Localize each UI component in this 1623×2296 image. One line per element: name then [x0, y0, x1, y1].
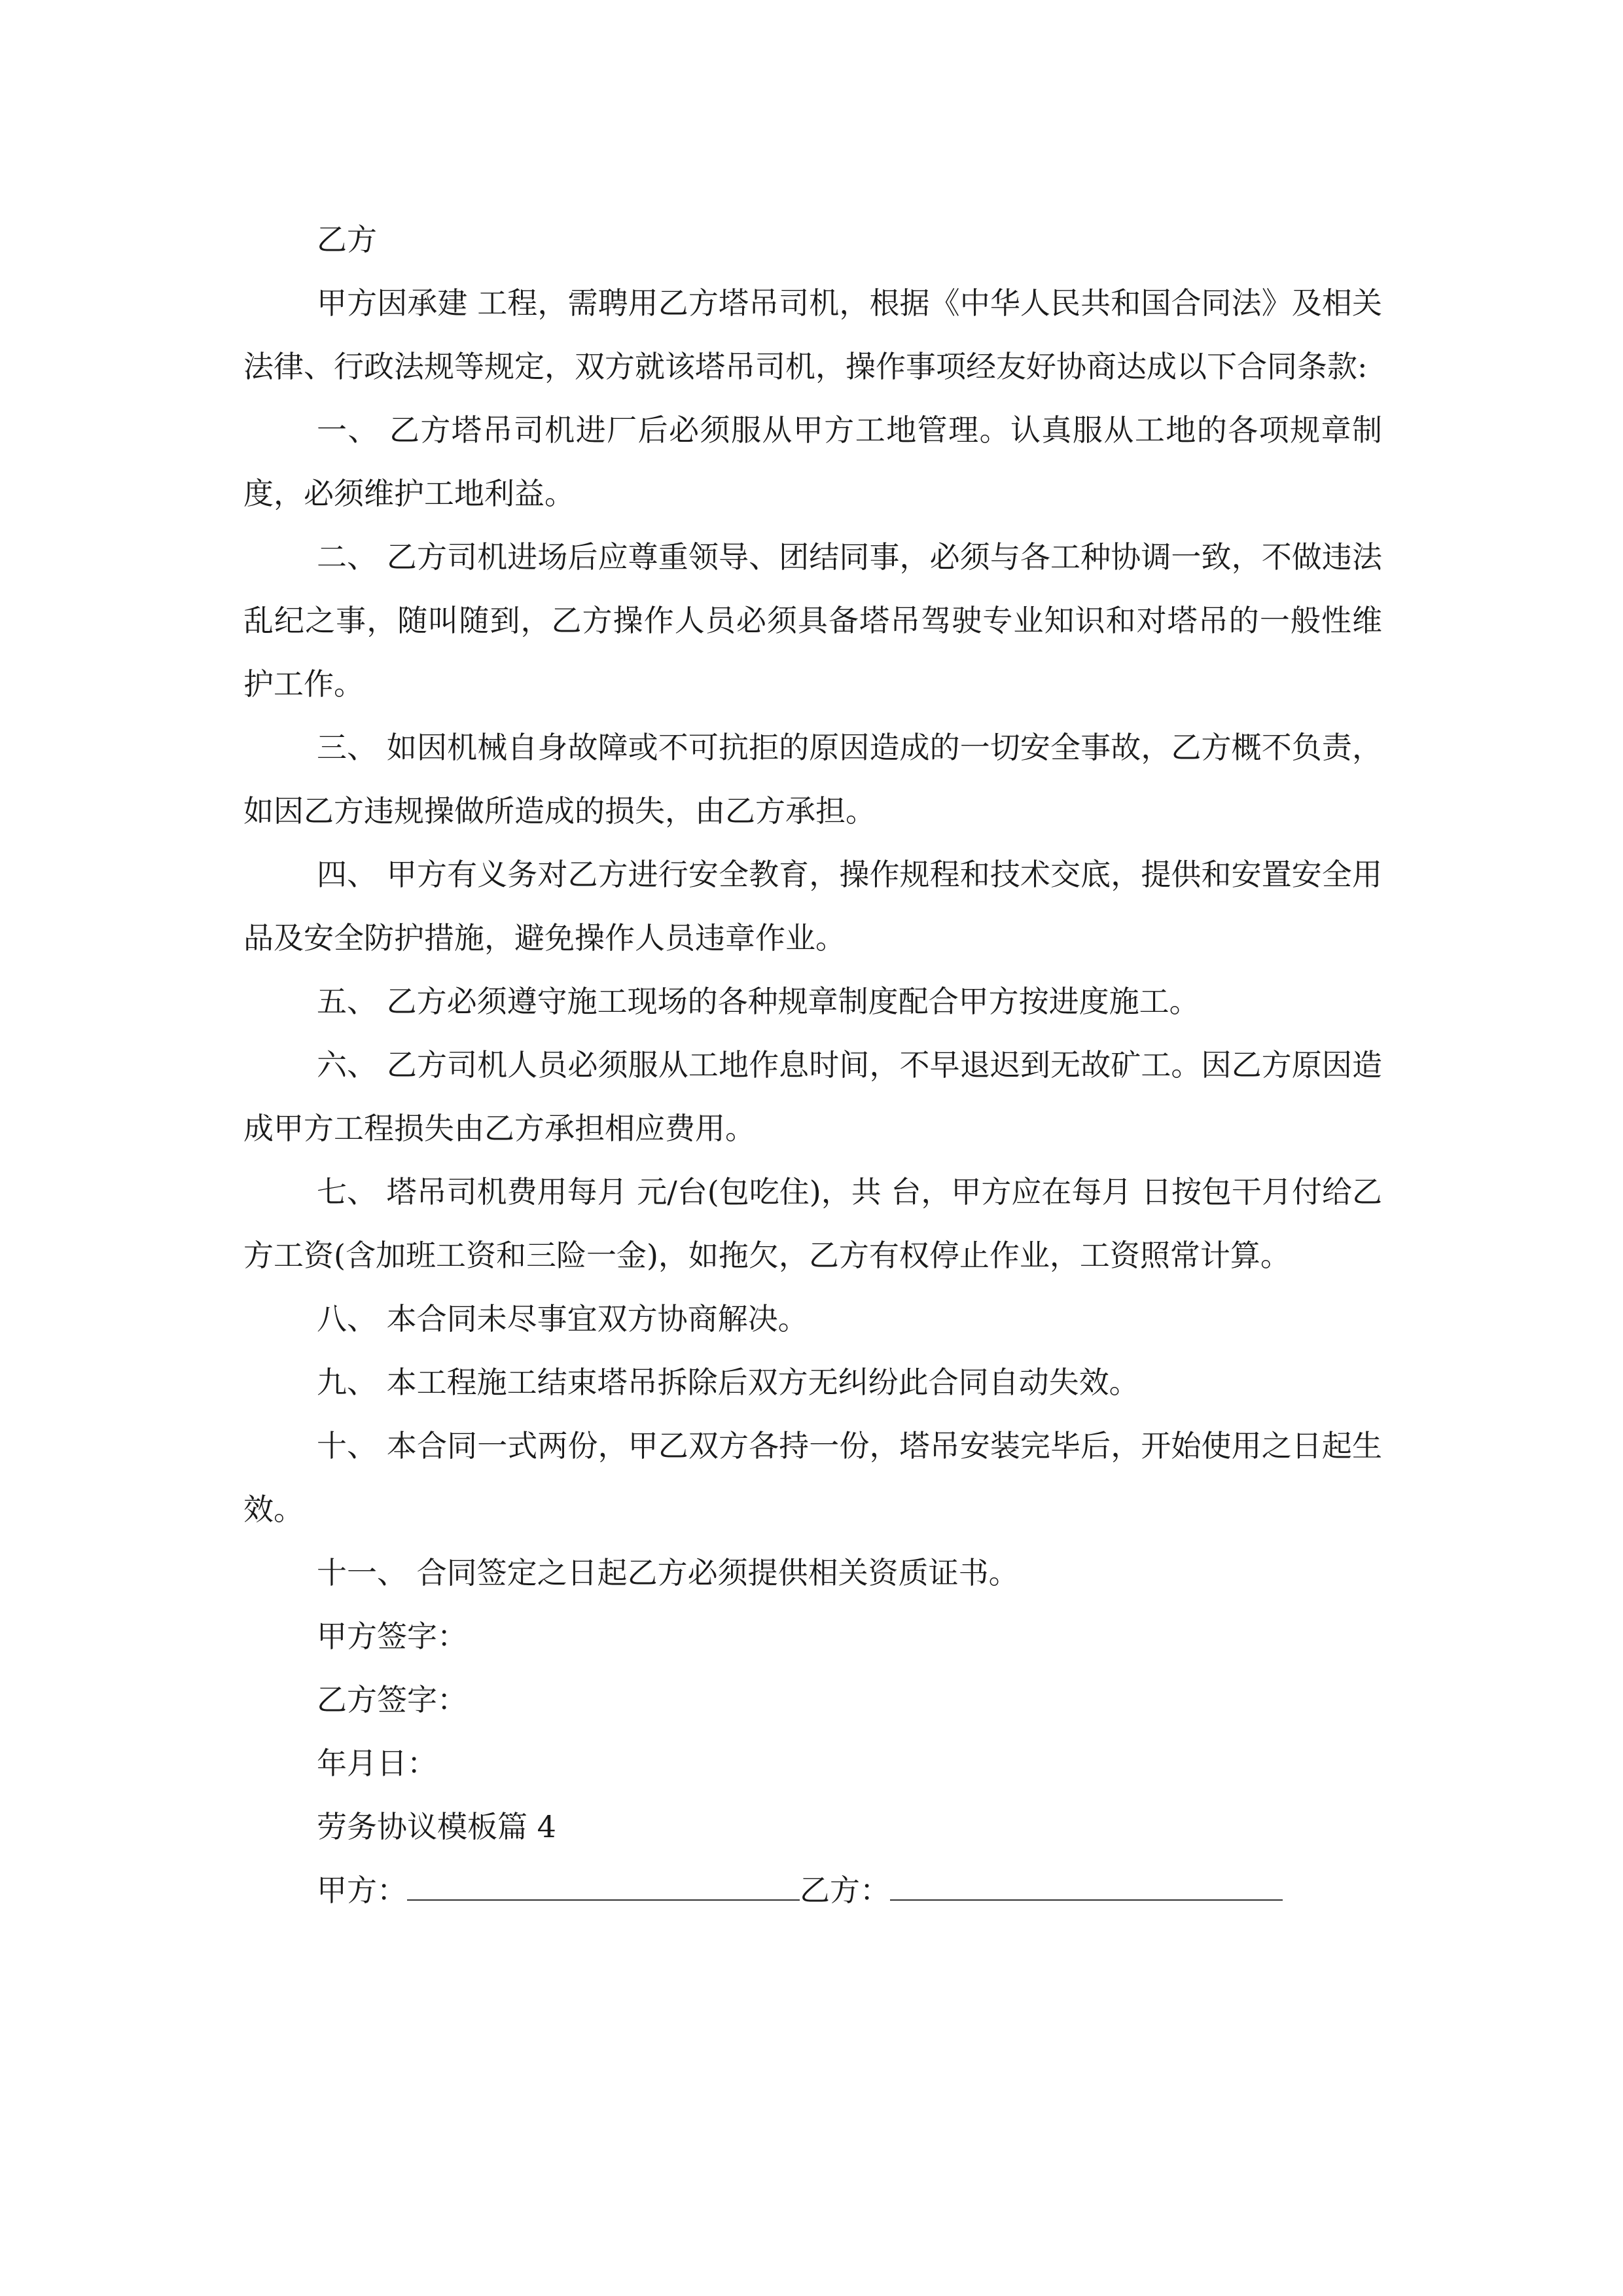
- clause-6: 六、 乙方司机人员必须服从工地作息时间，不早退迟到无故矿工。因乙方原因造成甲方工程损失由乙方承担相应费用。: [243, 1047, 1382, 1146]
- section-title: 劳务协议模板篇 4: [317, 1809, 556, 1844]
- party-fields-row: [243, 1859, 1382, 1922]
- party-b-signature-label: 乙方签字：: [317, 1682, 467, 1717]
- party-a-blank-line[interactable]: [407, 1865, 800, 1901]
- document-body: [243, 208, 1382, 1922]
- intro-paragraph: 甲方因承建 工程，需聘用乙方塔吊司机，根据《中华人民共和国合同法》及相关法律、行政法规等规定，双方就该塔吊司机，操作事项经友好协商达成以下合同条款:: [243, 285, 1382, 384]
- party-b-heading: 乙方: [317, 222, 377, 257]
- clause-10: 十、 本合同一式两份，甲乙双方各持一份，塔吊安装完毕后，开始使用之日起生效。: [243, 1428, 1382, 1527]
- clause-3: 三、 如因机械自身故障或不可抗拒的原因造成的一切安全事故，乙方概不负责，如因乙方违规操做所造成的损失，由乙方承担。: [243, 730, 1382, 829]
- clause-9: 九、 本工程施工结束塔吊拆除后双方无纠纷此合同自动失效。: [317, 1365, 1139, 1400]
- clause-8: 八、 本合同未尽事宜双方协商解决。: [317, 1301, 808, 1336]
- clause-11: 十一、 合同签定之日起乙方必须提供相关资质证书。: [317, 1555, 1019, 1590]
- clause-2: 二、 乙方司机进场后应尊重领导、团结同事，必须与各工种协调一致，不做违法乱纪之事，随叫随到，乙方操作人员必须具备塔吊驾驶专业知识和对塔吊的一般性维护工作。: [243, 539, 1382, 702]
- clause-7: 七、 塔吊司机费用每月 元/台(包吃住)，共 台，甲方应在每月 日按包干月付给乙方工资(含加班工资和三险一金)，如拖欠，乙方有权停止作业，工资照常计算。: [243, 1174, 1382, 1273]
- party-a-label: 甲方：: [317, 1873, 407, 1908]
- date-label: 年月日：: [317, 1746, 437, 1781]
- party-b-label: 乙方：: [800, 1873, 890, 1908]
- clause-1: 一、 乙方塔吊司机进厂后必须服从甲方工地管理。认真服从工地的各项规章制度，必须维护工地利益。: [243, 412, 1382, 511]
- clause-4: 四、 甲方有义务对乙方进行安全教育，操作规程和技术交底，提供和安置安全用品及安全防护措施，避免操作人员违章作业。: [243, 857, 1382, 956]
- clause-5: 五、 乙方必须遵守施工现场的各种规章制度配合甲方按进度施工。: [317, 984, 1200, 1019]
- party-b-blank-line[interactable]: [890, 1865, 1283, 1901]
- party-a-signature-label: 甲方签字：: [317, 1619, 467, 1654]
